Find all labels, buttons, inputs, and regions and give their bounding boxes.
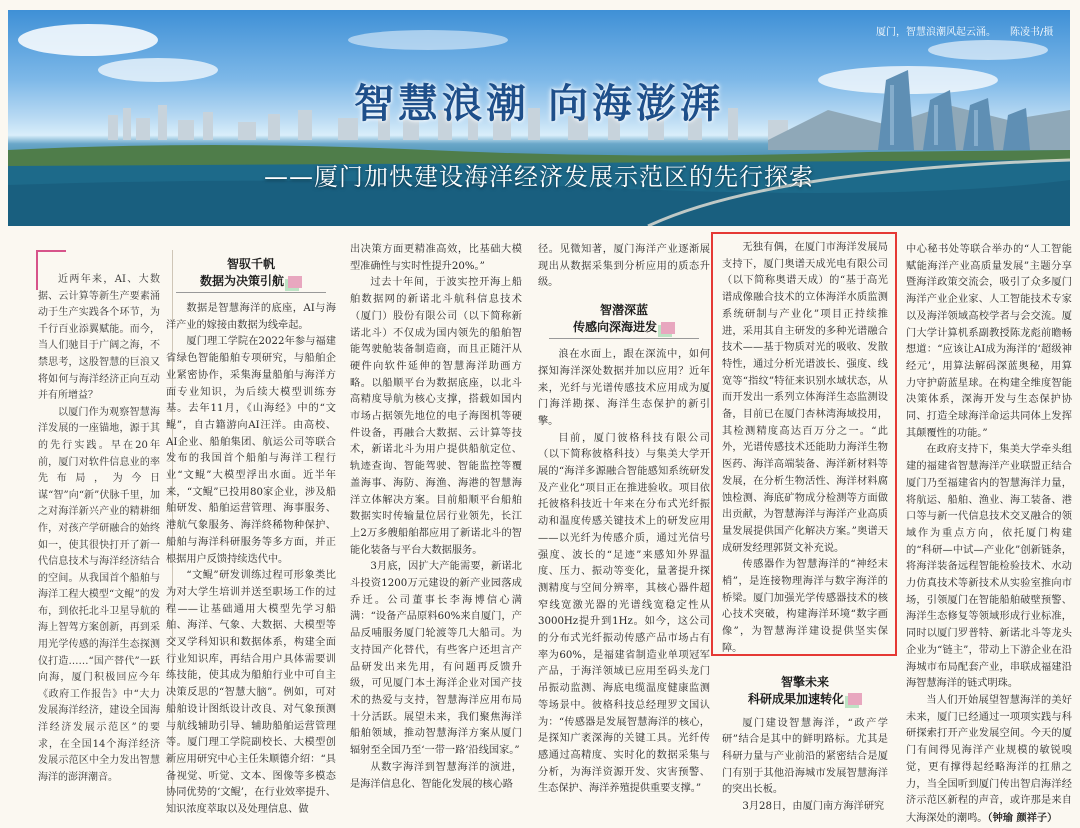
body-paragraph: 在政府支持下，集美大学牵头组建的福建省智慧海洋产业联盟正结合厦门乃至福建省内的智慧海洋力量，将航运、船舶、渔业、海工装备、港口等与新一代信息技术交叉融合的领域作为重点方向，依托厦门构建的“科研—中试—产业化”创新链条，将海洋装备远程智能检验技术、水动力仿真技术等新技术从实验室推向市场，引领厦门在智能船舶破壁预警、海洋生态修复等领域形成行业标准，同时以厦门罗普特、新诺北斗等龙头企业为“链主”，带动上下游企业在沿海城市布局配套产业，串联成福建沿海智慧海洋的链式明珠。 <box>906 444 1072 690</box>
body-paragraph: 中心秘书处等联合举办的“人工智能赋能海洋产业高质量发展”主题分享暨海洋政策交流会，吸引了众多厦门海洋产业企业家、人工智能技术专家以及海洋领域高校学者与会交流。厦门大学计算机系副教授陈龙彪前瞻畅想道：“应该让AI成为海洋的‘超级神经元’，用算法解码深蓝奥秘，用算力守护蔚蓝星球。在构建全维度智能决策体系，深海开发与生态保护协同、打造全球海洋命运共同体上发挥其颠覆性的功能。” <box>906 244 1072 439</box>
body-paragraph: 从数字海洋到智慧海洋的演进，是海洋信息化、智能化发展的核心路 <box>350 761 522 790</box>
section-heading <box>722 674 888 708</box>
body-paragraph: 过去十年间，于波实控开海上船舶数据网的新诺北斗航科信息技术（厦门）股份有限公司（以下简称新诺北斗）不仅成为国内领先的船舶智能驾驶舱装备制造商，而且正随汗从硬件向软件延伸的智慧海洋助画方略。以船顺平台为数据底座，以北斗高精度导航为核心支撑，搭载如国内市场占据领先地位的电子海图机等硬件设备，再融合大数据、云计算等技术，新诺北斗为用户提供船航定位、轨迹查询、智能驾驶、智能监控等覆盖海事、海防、海渔、海港的智慧海洋立体解决方案。目前船顺平台船舶数据实时传输量位居行业领先，长江上2万多艘船舶都应用了新诺北斗的智能化装备与平台大数据服务。 <box>350 277 522 556</box>
page-headline: 智慧浪潮 向海澎湃 <box>354 80 724 127</box>
article-column-6 <box>906 242 1072 828</box>
lead-column <box>38 272 160 786</box>
banner-photo <box>8 10 1070 226</box>
article-column-5 <box>722 240 888 816</box>
heading-marker-icon <box>288 276 302 288</box>
body-paragraph: 厦门理工学院在2022年参与福建省绿色智能船舶专项研究，与船舶企业紧密协作，采集海量船舶与海洋方面专业知识，为后续大模型训练夯基。去年11月，《山海经》中的“文鲲”，自古籍游向AI汪洋。由高校、AI企业、船舶集团、航运公司等联合发布的我国首个船舶与海洋工程行业“文鲲”大模型浮出水面。近半年来，“文鲲”已投用80家企业，涉及船舶研发、船舶运营管理、海事服务、港航气象服务、海洋終稀物种保护、船舶与海洋科研服务等多方面，并正根据用户反馈持续迭代中。 <box>166 336 336 565</box>
body-paragraph: 3月28日，由厦门南方海洋研究 <box>742 801 885 813</box>
section-heading-line2: 数据为决策引航 <box>199 274 284 288</box>
section-heading-line1: 智驭千帆 <box>226 257 275 271</box>
body-paragraph: 无独有偶，在厦门市海洋发展局支持下，厦门奥谱天成光电有限公司（以下简称奥谱天成）的“基于高光谱成像融合技术的立体海洋水质监测系统研制与产业化”项目正持续推进，采用其自主研发的多种光谱融合技术——基于物质对光的吸收、发散特性，通过分析光谱波长、强度、线宽等“指纹”特征来识别水域状态，从而开发出一系列立体海洋生态监测设备，目前已在厦门杏林湾海域投用，其检测精度高达百万分之一。“此外，光谱传感技术还能助力海洋生物医药、海洋高端装备、海洋新材料等发展，在分析生物活性、海洋材料腐蚀检测、海底矿物成分检测等方面做出贡献，为智慧海洋与海洋产业高质量发展提供国产化解决方案。”奥谱天成研发经理郭贤文补充说。 <box>722 242 888 554</box>
heading-marker-icon <box>848 693 862 705</box>
section-heading-line1: 智擎未来 <box>780 674 829 689</box>
section-heading-line1: 智潜深蓝 <box>599 303 648 318</box>
body-paragraph: 数据是智慧海洋的底座，AI与海洋产业的嫁接由数据为线牵起。 <box>166 303 336 331</box>
heading-underline <box>176 292 326 293</box>
body-paragraph: “文鲲”研发训练过程可形象类比为对大学生培训并送至职场工作的过程——让基础通用大模型先学习船舶、海洋、气象、大数据、大模型等交叉学科知识和数据体系，构建全面行业知识库，再结合用户具体需要训练技能，使其成为船舶行业中可自主决策反思的“智慧大脑”。例如，可对船舶设计图纸设计改良、对气象预测与航线辅助引导、辅助船舶运营管理等。厦门理工学院副校长、大模型创新应用研究中心主任朱顺德介绍：“具备视觉、听觉、文本、图像等多模态协同优势的‘文鲲’，在行业效率提升、知识浓度萃取以及处理信息、做 <box>166 570 336 816</box>
section-heading <box>538 302 710 339</box>
page-subheadline: ——厦门加快建设海洋经济发展示范区的先行探索 <box>264 163 814 191</box>
article-column-2 <box>166 254 336 819</box>
body-paragraph: 出决策方面更精准高效，比基础大模型准确性与实时性提升20%。” <box>350 244 522 272</box>
body-paragraph: 径。见微知著，厦门海洋产业逐渐展现出从数据采集到分析应用的质态升级。 <box>538 244 710 289</box>
heading-marker-icon <box>661 322 675 334</box>
article-column-4 <box>538 242 710 798</box>
body-paragraph: 3月底，因扩大产能需要，新诺北斗投资1200万元建设的新产业园落成乔迁。公司董事长李海博信心满满：“设备产品原料60%来自厦门，产品反哺服务厦门轮渡等几大船司。为支持国产化替代，有些客户还坦言产品研发出来先用，有问题再反馈升级，可见厦门本土海洋企业对国产技术的热爱与支持，智慧海洋应用布局十分活跃。展望未来，我们聚焦海洋船舶领域，推动智慧海洋方案从厦门辐射至全国乃至‘一带一路’沿线国家。” <box>350 561 522 757</box>
photo-caption: 厦门，智慧浪潮风起云涌。 <box>876 27 996 38</box>
closing-text: 当人们开始展望智慧海洋的美好未来，厦门已经通过一项项实践与科研探索打开产业发展空间。今天的厦门有间得见海洋产业规模的敏锐嗅觉，更有撑得起经略海洋的扛鼎之力，当全国听到厦门传出智启海洋经济示范区新程的声音，或许那是来自大海深处的潮鸣。 <box>906 694 1072 824</box>
lead-paragraph: 以厦门作为观察智慧海洋发展的一座锚地，源于其的先行实践。早在20年前，厦门对软件信息业的率先布局，为今日谋“智”向“新”伏脉千里，加之对海洋新兴产业的精耕细作，对孩产学研融合的始终如一，使其很快打开了新一代信息技术与海洋经济结合的空间。从我国首个船舶与海洋工程大模型“文鲲”的发布，到依托北斗卫星导航的海上智驾方案创新，再到采用光学传感的海洋生态探测仪打造……“国产替代”一跃向海，厦门积极回应今年《政府工作报告》中“大力发展海洋经济，建设全国海洋经济发展示范区”的要求，在全国14个海洋经济发展示范区中全力发出智慧海洋的澎湃潮音。 <box>38 406 160 783</box>
author-byline: （钟瑜 颜祥子） <box>987 811 1058 824</box>
photo-credit: 陈凌书/摄 <box>1010 27 1054 38</box>
body-paragraph: 浪在水面上，跟在深流中，如何探知海洋深处数据并加以应用？近年来，光纤与光谱传感技术应用成为厦门海洋勘探、海洋生态保护的新引擎。 <box>538 349 710 427</box>
body-paragraph: 目前，厦门彼格科技有限公司（以下简称彼格科技）与集美大学开展的“海洋多源融合智能感知系统研发及产业化”项目正在推进验收。项目依托彼格科技近十年来在分布式光纤振动和温度传感关键技术上的研发应用——以光纤为传感介质，通过光信号强度、波长的“足迹”来感知外界温度、压力、振动等变化，量著提升探测精度与空间分辨率，其核心器件超窄线宽激光器的光谱线宽稳定性从3000Hz提升到1Hz。如今，这公司的分布式光纤振动传感产品市场占有率为60%，是福建省制造业单项冠军产品，于海洋领域已应用至码头龙门吊振动监测、海底电缆温度健康监测等场景中。彼格科技总经理罗文国认为：“传感器是发展智慧海洋的核心，是探知广袤深海的关键工具。光纤传感通过高精度、实时化的数据采集与分析，为海洋资源开发、灾害预警、生态保护、海洋养殖提供重要支撑。” <box>538 432 710 795</box>
lead-paragraph: 近两年来，AI、大数据、云计算等新生产要素涌动于生产实践各个环节，为千行百业添翼赋能。而今，当人们驰目于广阔之海，不禁思考，这股智慧的巨浪又将如何与海洋经济正向互动并有所增益？ <box>38 274 160 402</box>
article-column-3 <box>350 242 522 793</box>
section-heading-line2: 传感向深海进发 <box>572 320 657 335</box>
body-paragraph: 传感器作为智慧海洋的“神经末梢”，是连接物理海洋与数字海洋的桥梁。厦门加强光学传感器技术的核心技术突破，构建海洋环境“数字画像”，为智慧海洋建设提供坚实保障。 <box>722 559 888 654</box>
lead-accent-bar <box>36 250 66 252</box>
body-paragraph <box>906 693 1072 828</box>
heading-underline <box>549 338 699 339</box>
section-heading-line2: 科研成果加速转化 <box>747 691 844 706</box>
body-paragraph: 厦门建设智慧海洋，“政产学研”结合是其中的鲜明路标。尤其是科研力量与产业前沿的紧密结合是厦门有别于其他沿海城市发展智慧海洋的突出长板。 <box>722 717 888 796</box>
section-heading <box>166 256 336 293</box>
